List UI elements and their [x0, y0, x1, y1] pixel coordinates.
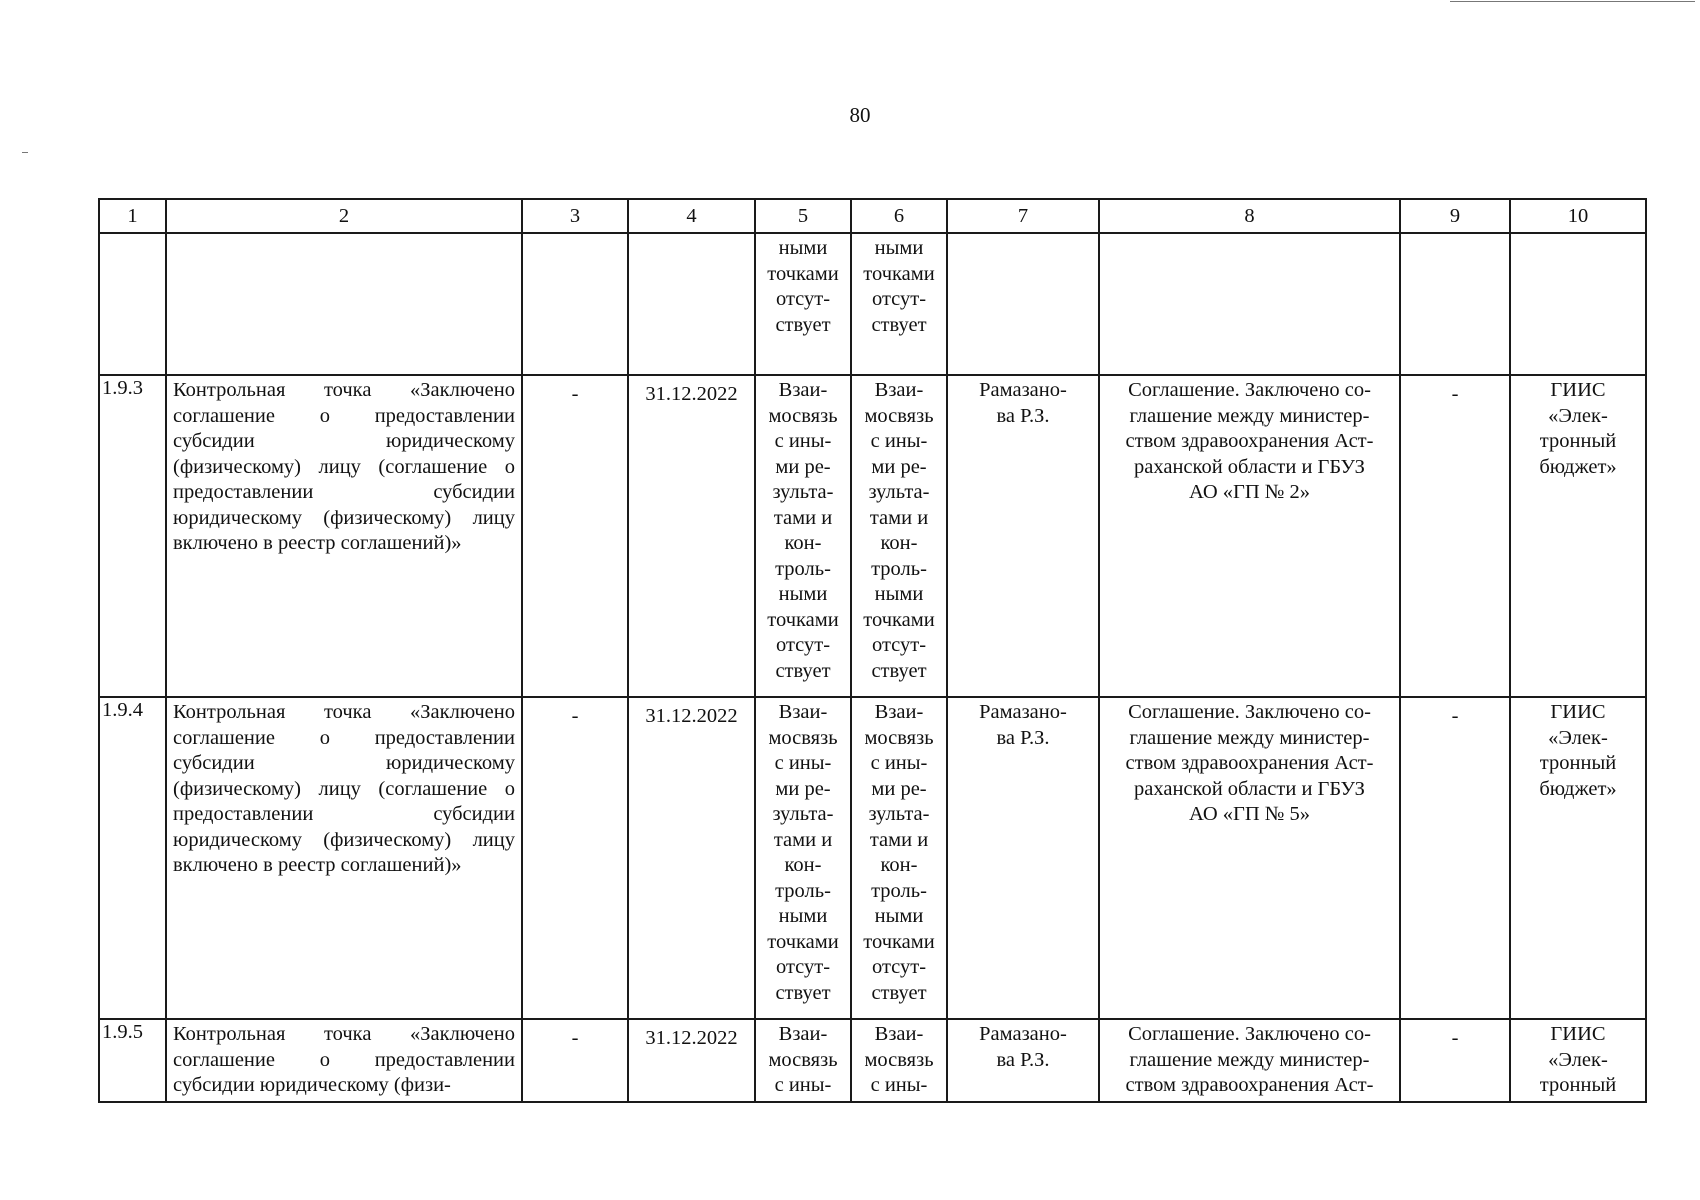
cell-line: ством здравоохранения Аст-: [1125, 752, 1374, 774]
cell-line: отсут-: [775, 288, 831, 310]
responsible-cell: [947, 1019, 1099, 1102]
cell-line: Рамазано-: [979, 379, 1067, 401]
cell-line: кон-: [784, 854, 822, 876]
cell-line: с ины-: [870, 752, 928, 774]
cell-line: Рамазано-: [979, 1023, 1067, 1045]
relationship-cell: [755, 233, 851, 375]
system-cell: [1510, 697, 1646, 1019]
cell-line: точками: [767, 608, 839, 631]
table-cell: [99, 233, 166, 375]
header-cell: 2: [166, 199, 522, 233]
date-cell: 31.12.2022: [628, 1019, 755, 1102]
cell-line: мосвязь: [864, 1048, 934, 1071]
cell-line: отсут-: [775, 634, 831, 656]
table-cell: -: [522, 1019, 628, 1102]
table-cell: [947, 233, 1099, 375]
cell-line: отсут-: [871, 634, 927, 656]
cell-line: ми ре-: [775, 455, 831, 478]
cell-line: ствует: [775, 659, 831, 682]
cell-line: ством здравоохранения Аст-: [1125, 1074, 1374, 1096]
cell-line: Взаи-: [874, 1023, 924, 1045]
cell-line: ва Р.З.: [996, 726, 1050, 749]
cell-line: Соглашение. Заключено со-: [1128, 379, 1371, 401]
header-cell: 8: [1099, 199, 1400, 233]
cell-line: тами и: [869, 828, 929, 851]
cell-line: тами и: [773, 506, 833, 529]
cell-line: зульта-: [868, 803, 930, 825]
cell-line: ными: [874, 583, 924, 605]
system-cell: [1510, 1019, 1646, 1102]
table-row: [99, 1019, 1646, 1102]
cell-line: троль-: [775, 879, 831, 902]
description-cell: Контрольная точка «Заключено соглашение о предоставлении субсидии юридическому (физи-: [166, 1019, 522, 1102]
cell-line: ГИИС: [1550, 379, 1606, 401]
system-cell: [1510, 375, 1646, 697]
cell-line: точками: [863, 608, 935, 631]
row-number-cell: 1.9.5: [99, 1019, 166, 1102]
cell-line: мосвязь: [768, 726, 838, 749]
cell-line: с ины-: [870, 430, 928, 452]
cell-line: ными: [874, 237, 924, 259]
cell-line: мосвязь: [864, 726, 934, 749]
cell-line: троль-: [775, 557, 831, 580]
cell-line: точками: [767, 930, 839, 953]
cell-line: тронный: [1539, 752, 1617, 774]
cell-line: троль-: [871, 879, 927, 902]
table-cell: [1400, 233, 1510, 375]
result-cell: [1099, 375, 1400, 697]
table-cell: [166, 233, 522, 375]
cell-line: с ины-: [774, 430, 832, 452]
relationship-cell: [851, 233, 947, 375]
cell-line: глашение между министер-: [1129, 1048, 1370, 1071]
result-cell: [1099, 1019, 1400, 1102]
cell-line: ствует: [775, 981, 831, 1004]
cell-line: ствует: [871, 659, 927, 682]
cell-line: с ины-: [870, 1074, 928, 1096]
header-cell: 6: [851, 199, 947, 233]
table-cell: [522, 233, 628, 375]
cell-line: отсут-: [871, 288, 927, 310]
table-cell: [1099, 233, 1400, 375]
cell-line: ными: [778, 583, 828, 605]
cell-line: мосвязь: [768, 404, 838, 427]
table-header-row: [99, 199, 1646, 233]
relationship-cell: [851, 375, 947, 697]
relationship-cell: [851, 1019, 947, 1102]
cell-line: Взаи-: [874, 701, 924, 723]
result-cell: [1099, 697, 1400, 1019]
date-cell: 31.12.2022: [628, 375, 755, 697]
cell-line: бюджет»: [1539, 455, 1617, 478]
cell-line: точками: [863, 262, 935, 285]
table-cell: -: [1400, 1019, 1510, 1102]
cell-line: ствует: [775, 313, 831, 336]
cell-line: Соглашение. Заключено со-: [1128, 701, 1371, 723]
description-cell: Контрольная точка «Заключено соглашение о предоставлении субсидии юридическому (физическому) лицу (соглашение о предоставлении субсидии юридическому (физическому) лицу включено в реестр соглашений)»: [166, 375, 522, 697]
header-cell: 4: [628, 199, 755, 233]
cell-line: отсут-: [871, 956, 927, 978]
cell-line: Рамазано-: [979, 701, 1067, 723]
document-table: [98, 198, 1647, 1103]
cell-line: ГИИС: [1550, 1023, 1606, 1045]
description-cell: Контрольная точка «Заключено соглашение о предоставлении субсидии юридическому (физическому) лицу (соглашение о предоставлении субсидии юридическому (физическому) лицу включено в реестр соглашений)»: [166, 697, 522, 1019]
cell-line: ва Р.З.: [996, 404, 1050, 427]
cell-line: троль-: [871, 557, 927, 580]
cell-line: ми ре-: [775, 777, 831, 800]
table-row: [99, 375, 1646, 697]
table-cell: [1510, 233, 1646, 375]
table-row: [99, 697, 1646, 1019]
cell-line: с ины-: [774, 752, 832, 774]
cell-line: раханской области и ГБУЗ: [1134, 777, 1365, 800]
cell-line: зульта-: [772, 803, 834, 825]
cell-line: кон-: [880, 532, 918, 554]
cell-line: ством здравоохранения Аст-: [1125, 430, 1374, 452]
cell-line: зульта-: [772, 481, 834, 503]
cell-line: ГИИС: [1550, 701, 1606, 723]
cell-line: глашение между министер-: [1129, 404, 1370, 427]
responsible-cell: [947, 697, 1099, 1019]
row-number-cell: 1.9.4: [99, 697, 166, 1019]
row-number-cell: 1.9.3: [99, 375, 166, 697]
cell-line: ными: [778, 905, 828, 927]
cell-line: мосвязь: [864, 404, 934, 427]
cell-line: отсут-: [775, 956, 831, 978]
cell-line: ми ре-: [871, 455, 927, 478]
table-cell: -: [1400, 375, 1510, 697]
cell-line: тронный: [1539, 1074, 1617, 1096]
cell-line: ными: [874, 905, 924, 927]
table-row: [99, 233, 1646, 375]
relationship-cell: [755, 1019, 851, 1102]
table-cell: -: [1400, 697, 1510, 1019]
cell-line: ными: [778, 237, 828, 259]
cell-line: АО «ГП № 2»: [1189, 481, 1310, 503]
header-cell: 7: [947, 199, 1099, 233]
table-cell: -: [522, 697, 628, 1019]
cell-line: тами и: [773, 828, 833, 851]
cell-line: тронный: [1539, 430, 1617, 452]
cell-line: ствует: [871, 981, 927, 1004]
page-number: 80: [849, 103, 871, 127]
cell-line: мосвязь: [768, 1048, 838, 1071]
cell-line: АО «ГП № 5»: [1189, 803, 1310, 825]
cell-line: Взаи-: [874, 379, 924, 401]
cell-line: раханской области и ГБУЗ: [1134, 455, 1365, 478]
cell-line: кон-: [880, 854, 918, 876]
cell-line: ствует: [871, 313, 927, 336]
cell-line: с ины-: [774, 1074, 832, 1096]
cell-line: кон-: [784, 532, 822, 554]
header-cell: 9: [1400, 199, 1510, 233]
header-cell: 1: [99, 199, 166, 233]
relationship-cell: [851, 697, 947, 1019]
table-cell: [628, 233, 755, 375]
cell-line: точками: [863, 930, 935, 953]
scan-mark: [22, 152, 28, 153]
cell-line: Взаи-: [778, 1023, 828, 1045]
cell-line: тами и: [869, 506, 929, 529]
date-cell: 31.12.2022: [628, 697, 755, 1019]
responsible-cell: [947, 375, 1099, 697]
header-cell: 5: [755, 199, 851, 233]
cell-line: бюджет»: [1539, 777, 1617, 800]
cell-line: Соглашение. Заключено со-: [1128, 1023, 1371, 1045]
cell-line: ва Р.З.: [996, 1048, 1050, 1071]
cell-line: «Элек-: [1548, 404, 1608, 427]
cell-line: ми ре-: [871, 777, 927, 800]
cell-line: Взаи-: [778, 379, 828, 401]
header-cell: 3: [522, 199, 628, 233]
table-cell: -: [522, 375, 628, 697]
relationship-cell: [755, 375, 851, 697]
cell-line: «Элек-: [1548, 1048, 1608, 1071]
cell-line: точками: [767, 262, 839, 285]
header-cell: 10: [1510, 199, 1646, 233]
cell-line: Взаи-: [778, 701, 828, 723]
scan-mark: [1450, 1, 1695, 2]
cell-line: зульта-: [868, 481, 930, 503]
cell-line: глашение между министер-: [1129, 726, 1370, 749]
cell-line: «Элек-: [1548, 726, 1608, 749]
relationship-cell: [755, 697, 851, 1019]
